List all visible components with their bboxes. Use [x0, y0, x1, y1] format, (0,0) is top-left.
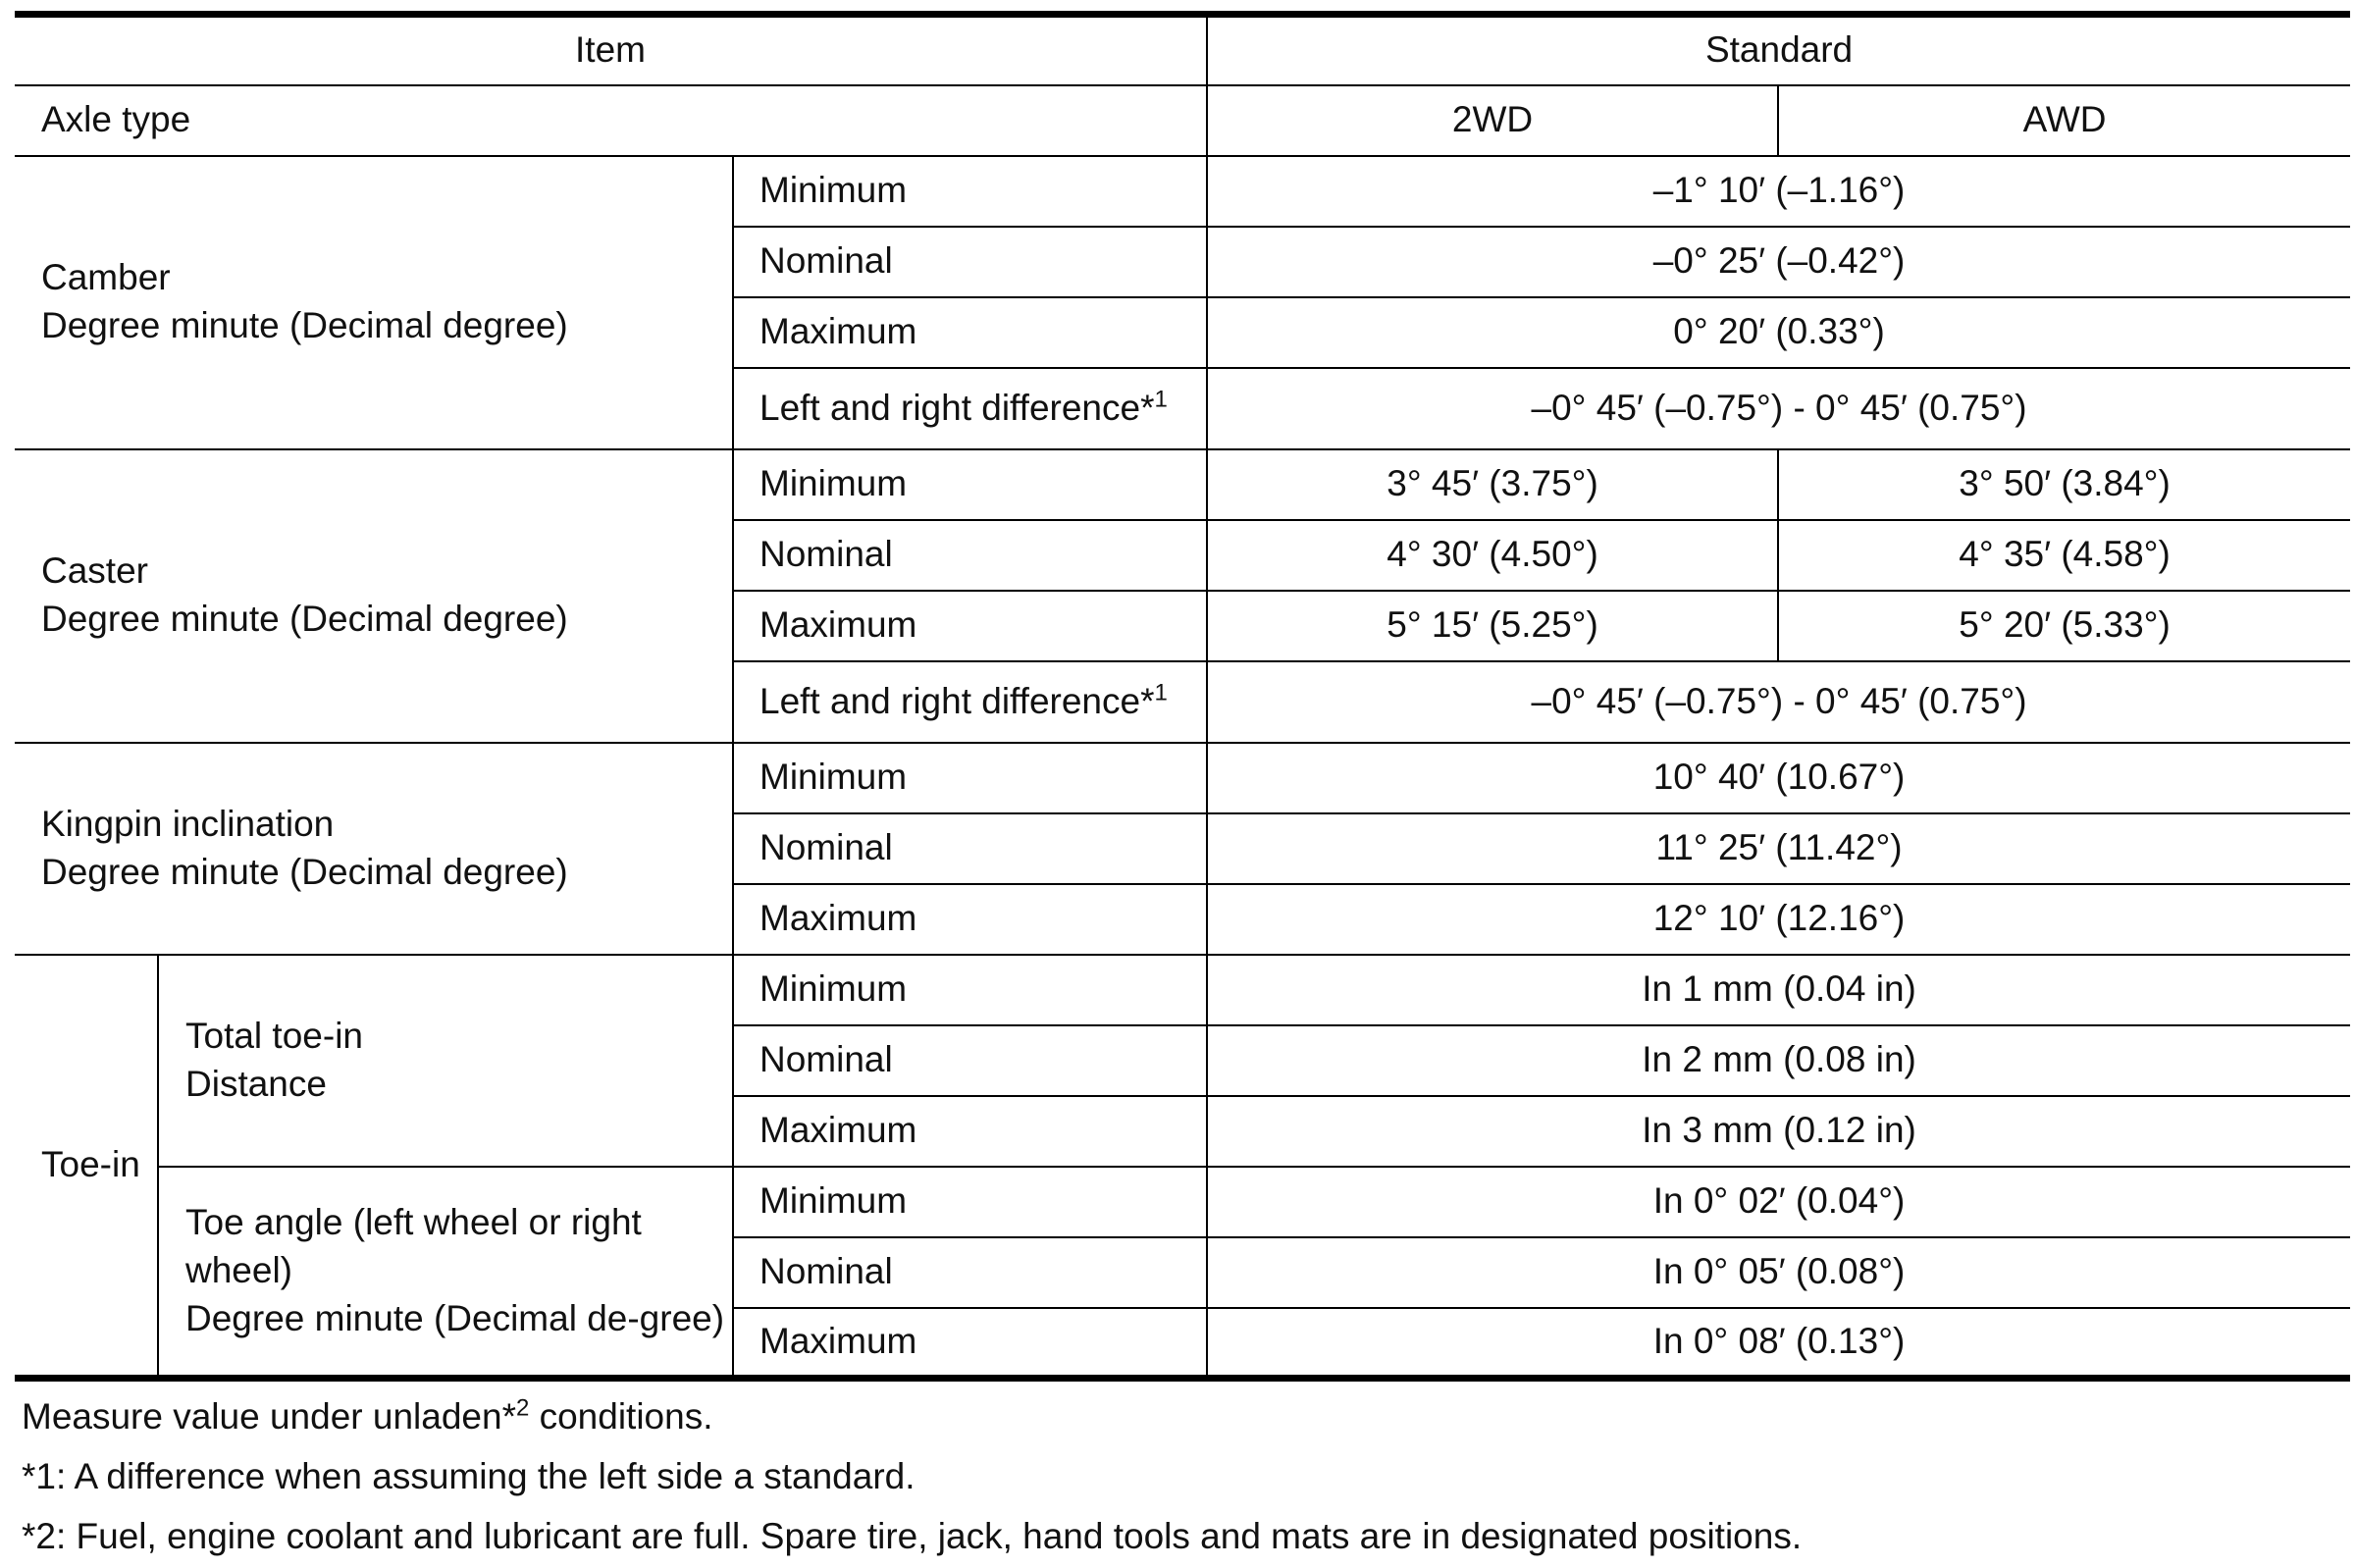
- toe-total-minimum-row: [15, 955, 2350, 1025]
- toe-total-maximum-label: Maximum: [733, 1096, 1207, 1167]
- toe-angle-minimum-label: Minimum: [733, 1167, 1207, 1237]
- toe-total-minimum-label: Minimum: [733, 955, 1207, 1025]
- kingpin-maximum-value: 12° 10′ (12.16°): [1207, 884, 2350, 955]
- toe-angle-minimum-value: In 0° 02′ (0.04°): [1207, 1167, 2350, 1237]
- caster-maximum-awd: 5° 20′ (5.33°): [1778, 591, 2350, 661]
- footnote-1: *1: A difference when assuming the left side a standard.: [22, 1456, 916, 1496]
- caster-maximum-2wd: 5° 15′ (5.25°): [1207, 591, 1778, 661]
- toe-angle-maximum-value: In 0° 08′ (0.13°): [1207, 1308, 2350, 1379]
- camber-minimum-label: Minimum: [733, 156, 1207, 227]
- kingpin-nominal-value: 11° 25′ (11.42°): [1207, 813, 2350, 884]
- toe-angle-title: Toe angle (left wheel or right wheel): [185, 1202, 642, 1290]
- camber-nominal-value: –0° 25′ (–0.42°): [1207, 227, 2350, 297]
- kingpin-minimum-label: Minimum: [733, 743, 1207, 813]
- camber-lr-difference-value: –0° 45′ (–0.75°) - 0° 45′ (0.75°): [1207, 368, 2350, 449]
- toe-total-nominal-value: In 2 mm (0.08 in): [1207, 1025, 2350, 1096]
- kingpin-maximum-label: Maximum: [733, 884, 1207, 955]
- wheel-alignment-spec-table: [15, 11, 2350, 1382]
- caster-nominal-2wd: 4° 30′ (4.50°): [1207, 520, 1778, 591]
- toe-total-maximum-value: In 3 mm (0.12 in): [1207, 1096, 2350, 1167]
- toe-angle-nominal-label: Nominal: [733, 1237, 1207, 1308]
- footnote-2: *2: Fuel, engine coolant and lubricant are full. Spare tire, jack, hand tools and mats are in designated positions.: [22, 1516, 1803, 1556]
- toe-angle-unit: Degree minute (Decimal de-gree): [185, 1297, 725, 1338]
- toe-total-minimum-value: In 1 mm (0.04 in): [1207, 955, 2350, 1025]
- caster-nominal-awd: 4° 35′ (4.58°): [1778, 520, 2350, 591]
- camber-maximum-value: 0° 20′ (0.33°): [1207, 297, 2350, 368]
- caster-minimum-label: Minimum: [733, 449, 1207, 520]
- camber-title: Camber: [41, 257, 171, 298]
- kingpin-label: [15, 743, 733, 955]
- caster-unit: Degree minute (Decimal degree): [41, 599, 568, 639]
- kingpin-minimum-row: [15, 743, 2350, 813]
- kingpin-unit: Degree minute (Decimal degree): [41, 851, 568, 892]
- table-header-row: [15, 15, 2350, 85]
- camber-nominal-label: Nominal: [733, 227, 1207, 297]
- toe-angle-nominal-value: In 0° 05′ (0.08°): [1207, 1237, 2350, 1308]
- caster-lr-difference-label: Left and right difference*$^1$: [733, 661, 1207, 743]
- caster-minimum-row: [15, 449, 2350, 520]
- caster-label: [15, 449, 733, 743]
- axle-type-awd: AWD: [1778, 85, 2350, 156]
- camber-unit: Degree minute (Decimal degree): [41, 305, 568, 345]
- measure-note: Measure value under unladen*$^2$ conditions.: [22, 1394, 713, 1437]
- axle-type-label: Axle type: [15, 85, 1207, 156]
- kingpin-minimum-value: 10° 40′ (10.67°): [1207, 743, 2350, 813]
- camber-minimum-row: [15, 156, 2350, 227]
- axle-type-2wd: 2WD: [1207, 85, 1778, 156]
- caster-title: Caster: [41, 550, 148, 592]
- caster-maximum-label: Maximum: [733, 591, 1207, 661]
- footnotes: [22, 1386, 1802, 1566]
- camber-minimum-value: –1° 10′ (–1.16°): [1207, 156, 2350, 227]
- axle-type-row: [15, 85, 2350, 156]
- toe-angle-minimum-row: [15, 1167, 2350, 1237]
- camber-label: [15, 156, 733, 449]
- total-toe-in-unit: Distance: [185, 1063, 327, 1104]
- caster-minimum-awd: 3° 50′ (3.84°): [1778, 449, 2350, 520]
- header-item: Item: [15, 15, 1207, 85]
- kingpin-nominal-label: Nominal: [733, 813, 1207, 884]
- toe-in-label: Toe-in: [15, 955, 158, 1379]
- header-standard: Standard: [1207, 15, 2350, 85]
- total-toe-in-label: [158, 955, 733, 1167]
- toe-angle-maximum-label: Maximum: [733, 1308, 1207, 1379]
- toe-angle-label: [158, 1167, 733, 1379]
- camber-lr-difference-label: Left and right difference*$^1$: [733, 368, 1207, 449]
- caster-lr-difference-value: –0° 45′ (–0.75°) - 0° 45′ (0.75°): [1207, 661, 2350, 743]
- kingpin-title: Kingpin inclination: [41, 803, 335, 844]
- caster-nominal-label: Nominal: [733, 520, 1207, 591]
- camber-maximum-label: Maximum: [733, 297, 1207, 368]
- toe-total-nominal-label: Nominal: [733, 1025, 1207, 1096]
- caster-minimum-2wd: 3° 45′ (3.75°): [1207, 449, 1778, 520]
- total-toe-in-title: Total toe-in: [185, 1015, 363, 1056]
